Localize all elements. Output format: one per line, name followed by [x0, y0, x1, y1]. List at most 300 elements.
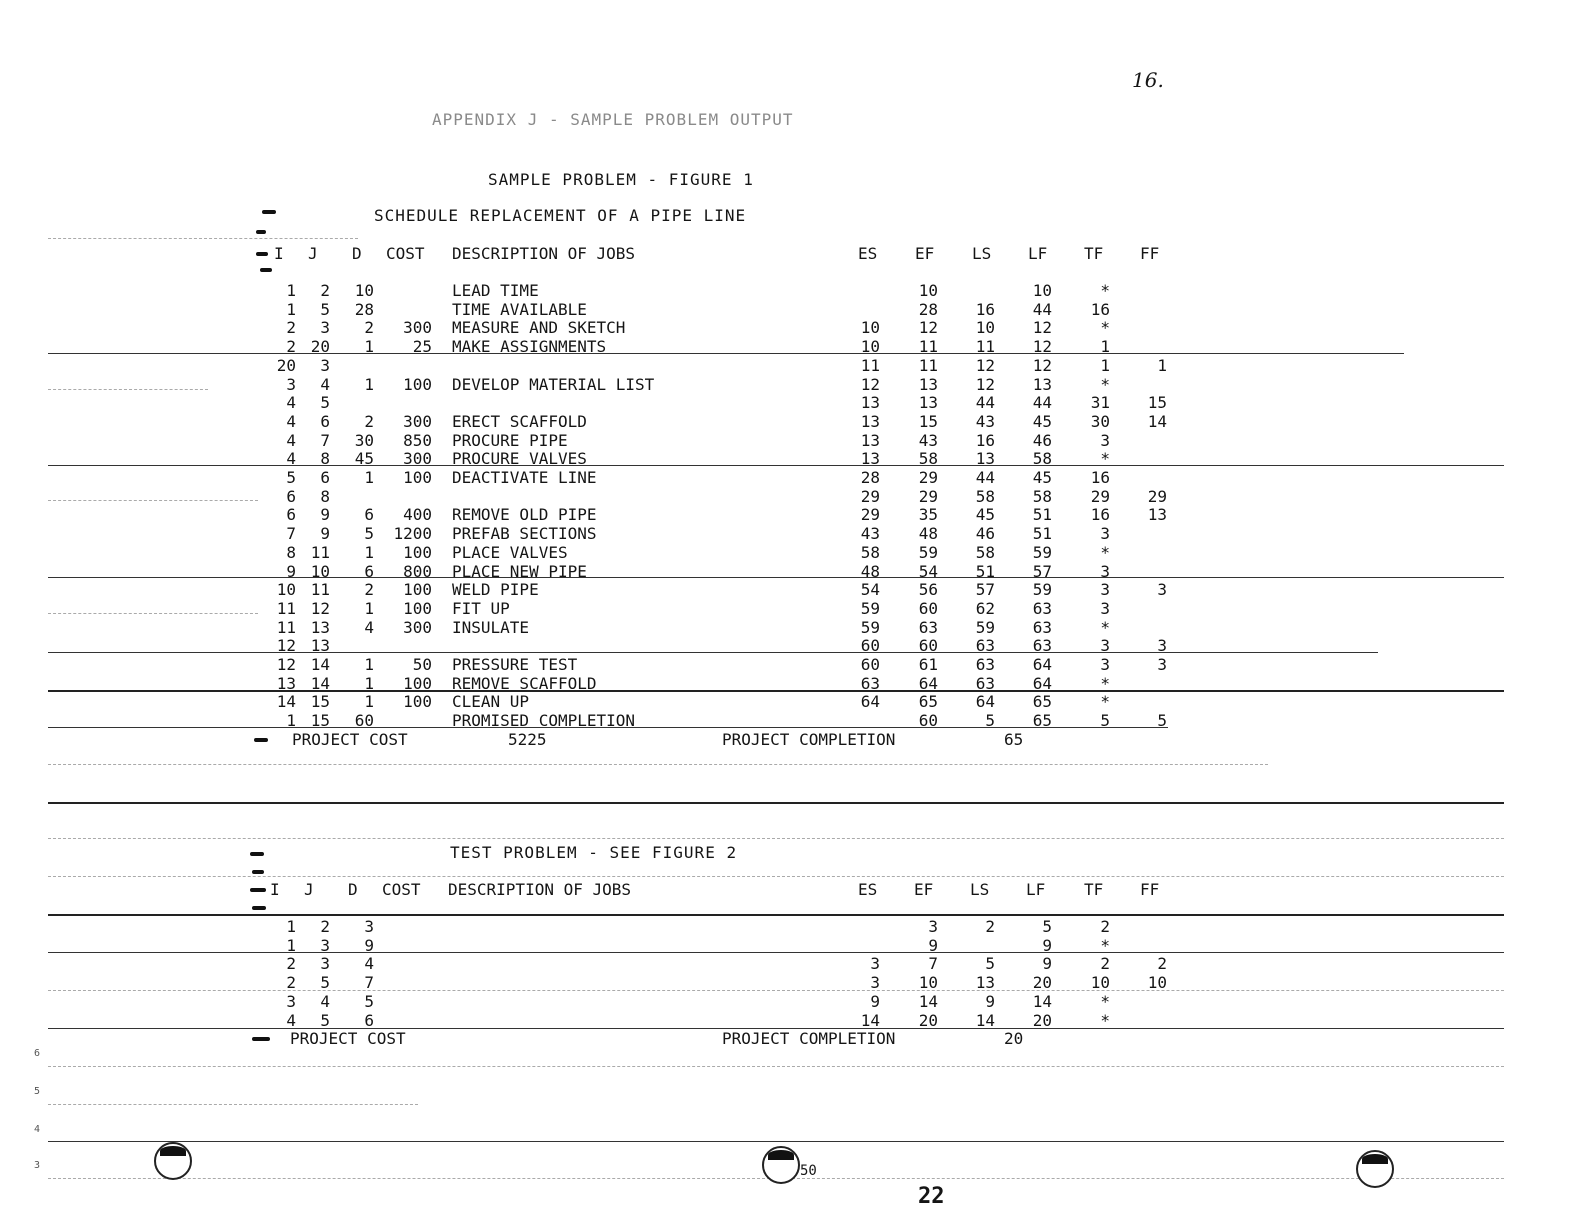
- cell-lf: 45: [1032, 468, 1052, 487]
- cell-ef: 13: [918, 393, 938, 413]
- cell-cost: 300: [403, 411, 432, 431]
- cell-tf: *: [1100, 1010, 1110, 1030]
- cell-tf: 3: [1100, 524, 1110, 544]
- cell-lf: 57: [1032, 561, 1052, 581]
- cell-ls: 43: [975, 411, 995, 431]
- punch-hole: [1356, 1150, 1394, 1188]
- header-d: D: [352, 244, 362, 263]
- cell-ff: 3: [1157, 655, 1167, 674]
- cell-lf: 12: [1032, 355, 1052, 375]
- cell-cost: 100: [403, 468, 432, 487]
- cell-ef: 13: [918, 374, 938, 394]
- cell-i: 4: [286, 1010, 296, 1030]
- test-problem-title: TEST PROBLEM - SEE FIGURE 2: [450, 843, 738, 862]
- cell-desc: PROCURE PIPE: [452, 430, 568, 450]
- cell-i: 1: [286, 711, 296, 731]
- table-row: [0, 638, 1584, 656]
- cell-ls: 44: [975, 468, 995, 487]
- cell-cost: 100: [403, 673, 432, 693]
- cell-i: 9: [286, 561, 296, 581]
- cell-j: 11: [310, 542, 330, 562]
- cell-desc: MEASURE AND SKETCH: [452, 318, 626, 338]
- cell-desc: PROCURE VALVES: [452, 449, 587, 469]
- cell-tf: 29: [1090, 486, 1110, 506]
- ruled-line: [48, 952, 1504, 953]
- cell-cost: 25: [412, 337, 432, 357]
- cell-d: 1: [364, 374, 374, 394]
- cell-desc: REMOVE OLD PIPE: [452, 505, 597, 525]
- cell-ef: 28: [918, 299, 938, 319]
- cell-d: 1: [364, 468, 374, 487]
- cell-lf: 63: [1032, 636, 1052, 656]
- cell-lf: 12: [1032, 318, 1052, 338]
- cell-i: 10: [276, 580, 296, 600]
- header-i: I: [274, 244, 284, 263]
- tab-mark: [262, 210, 276, 214]
- cell-ls: 63: [975, 636, 995, 656]
- cell-lf: 51: [1032, 505, 1052, 525]
- cell-j: 3: [320, 355, 330, 375]
- sample-footer: [0, 732, 1584, 750]
- header-es: ES: [858, 880, 878, 899]
- ruled-line: [48, 465, 1504, 466]
- cell-tf: 1: [1100, 337, 1110, 357]
- cell-tf: 3: [1100, 636, 1110, 656]
- cell-cost: 400: [403, 505, 432, 525]
- cell-ls: 10: [975, 318, 995, 338]
- table-row: [0, 411, 1584, 432]
- header-lf: LF: [1028, 244, 1048, 263]
- cell-tf: *: [1100, 991, 1110, 1011]
- cell-ls: 64: [975, 692, 995, 712]
- cell-tf: *: [1100, 281, 1110, 300]
- cell-ff: 14: [1147, 411, 1167, 431]
- cell-ff: 3: [1157, 636, 1167, 656]
- cell-tf: 10: [1090, 973, 1110, 993]
- cell-lf: 44: [1032, 393, 1052, 413]
- cell-cost: 300: [403, 617, 432, 637]
- project-completion-label: PROJECT COMPLETION: [722, 730, 896, 749]
- cell-d: 4: [364, 617, 374, 637]
- cell-lf: 13: [1032, 374, 1052, 394]
- cell-es: 12: [860, 374, 880, 394]
- cell-j: 15: [310, 692, 330, 712]
- cell-i: 1: [286, 281, 296, 300]
- cell-lf: 65: [1032, 692, 1052, 712]
- cell-tf: 3: [1100, 580, 1110, 600]
- ruled-line: [48, 990, 1504, 991]
- cell-es: 14: [860, 1010, 880, 1030]
- cell-es: 10: [860, 318, 880, 338]
- cell-ef: 63: [918, 617, 938, 637]
- cell-lf: 20: [1032, 1010, 1052, 1030]
- cell-j: 2: [320, 281, 330, 300]
- cell-ls: 12: [975, 374, 995, 394]
- cell-ef: 64: [918, 673, 938, 693]
- cell-j: 5: [320, 299, 330, 319]
- cell-j: 2: [320, 917, 330, 936]
- cell-ff: 15: [1147, 393, 1167, 413]
- cell-tf: 2: [1100, 954, 1110, 974]
- cell-j: 12: [310, 598, 330, 618]
- sample-column-headers: [0, 246, 1584, 264]
- cell-i: 1: [286, 299, 296, 319]
- cell-es: 60: [860, 655, 880, 674]
- cell-j: 7: [320, 430, 330, 450]
- table-row: [0, 713, 1584, 731]
- header-es: ES: [858, 244, 878, 263]
- cell-tf: 16: [1090, 505, 1110, 525]
- header-ff: FF: [1140, 244, 1160, 263]
- header-cost: COST: [382, 880, 421, 899]
- ruled-line: [48, 500, 258, 501]
- ruled-line: [48, 1066, 1504, 1067]
- cell-tf: 2: [1100, 917, 1110, 936]
- cell-ef: 29: [918, 486, 938, 506]
- cell-cost: 100: [403, 692, 432, 712]
- cell-es: 58: [860, 542, 880, 562]
- cell-j: 13: [310, 636, 330, 656]
- cell-i: 3: [286, 991, 296, 1011]
- cell-ef: 60: [918, 598, 938, 618]
- cell-ef: 65: [918, 692, 938, 712]
- cell-ls: 62: [975, 598, 995, 618]
- cell-d: 6: [364, 1010, 374, 1030]
- sample-problem-subtitle: SCHEDULE REPLACEMENT OF A PIPE LINE: [374, 206, 747, 225]
- cell-d: 1: [364, 542, 374, 562]
- cell-i: 11: [276, 598, 296, 618]
- cell-ls: 58: [975, 542, 995, 562]
- cell-ls: 44: [975, 393, 995, 413]
- cell-i: 6: [286, 486, 296, 506]
- header-description: DESCRIPTION OF JOBS: [452, 244, 636, 263]
- cell-lf: 59: [1032, 580, 1052, 600]
- cell-d: 45: [354, 449, 374, 469]
- cell-j: 4: [320, 374, 330, 394]
- tab-mark: [250, 888, 266, 892]
- table-row: [0, 430, 1584, 451]
- cell-desc: PREFAB SECTIONS: [452, 524, 597, 544]
- punch-hole: [762, 1146, 800, 1184]
- cell-cost: 300: [403, 318, 432, 338]
- tab-mark: [260, 268, 272, 272]
- cell-d: 1: [364, 337, 374, 357]
- cell-ff: 29: [1147, 486, 1167, 506]
- cell-i: 3: [286, 374, 296, 394]
- cell-d: 6: [364, 561, 374, 581]
- cell-j: 5: [320, 973, 330, 993]
- cell-j: 5: [320, 1010, 330, 1030]
- cell-i: 11: [276, 617, 296, 637]
- cell-ff: 3: [1157, 580, 1167, 600]
- cell-lf: 44: [1032, 299, 1052, 319]
- cell-tf: 30: [1090, 411, 1110, 431]
- cell-tf: *: [1100, 542, 1110, 562]
- cell-j: 3: [320, 935, 330, 955]
- cell-tf: 3: [1100, 655, 1110, 674]
- cell-lf: 20: [1032, 973, 1052, 993]
- cell-j: 9: [320, 505, 330, 525]
- table-row: [0, 470, 1584, 488]
- cell-ff: 2: [1157, 954, 1167, 974]
- cell-tf: *: [1100, 374, 1110, 394]
- tab-mark: [256, 230, 266, 234]
- tab-mark: [250, 852, 264, 856]
- header-cost: COST: [386, 244, 425, 263]
- cell-ef: 10: [918, 973, 938, 993]
- table-row: [0, 617, 1584, 638]
- cell-d: 6: [364, 505, 374, 525]
- cell-es: 63: [860, 673, 880, 693]
- cell-ls: 59: [975, 617, 995, 637]
- cell-j: 5: [320, 393, 330, 413]
- cell-ef: 10: [918, 281, 938, 300]
- cell-ff: 5: [1157, 711, 1167, 731]
- table-row: [0, 919, 1584, 937]
- cell-tf: 3: [1100, 598, 1110, 618]
- cell-lf: 5: [1042, 917, 1052, 936]
- cell-lf: 51: [1032, 524, 1052, 544]
- cell-tf: 1: [1100, 355, 1110, 375]
- cell-cost: 800: [403, 561, 432, 581]
- cell-ls: 5: [985, 954, 995, 974]
- cell-ef: 60: [918, 711, 938, 731]
- cell-desc: CLEAN UP: [452, 692, 530, 712]
- cell-es: 9: [870, 991, 880, 1011]
- cell-cost: 100: [403, 374, 432, 394]
- ruled-line: [48, 389, 208, 390]
- cell-d: 1: [364, 655, 374, 674]
- margin-number: 5: [34, 1086, 41, 1097]
- cell-desc: ERECT SCAFFOLD: [452, 411, 587, 431]
- tab-mark: [254, 738, 268, 742]
- cell-ls: 45: [975, 505, 995, 525]
- punch-hole: [154, 1142, 192, 1180]
- ruled-line: [48, 1104, 418, 1105]
- cell-ls: 51: [975, 561, 995, 581]
- cell-es: 11: [860, 355, 880, 375]
- cell-i: 4: [286, 449, 296, 469]
- cell-es: 28: [860, 468, 880, 487]
- cell-lf: 45: [1032, 411, 1052, 431]
- cell-ef: 20: [918, 1010, 938, 1030]
- ruled-line: [48, 652, 1378, 653]
- table-row: [0, 657, 1584, 675]
- cell-ef: 14: [918, 991, 938, 1011]
- cell-ff: 10: [1147, 973, 1167, 993]
- cell-desc: FIT UP: [452, 598, 510, 618]
- header-ls: LS: [970, 880, 990, 899]
- cell-i: 1: [286, 917, 296, 936]
- cell-desc: PLACE VALVES: [452, 542, 568, 562]
- cell-ls: 13: [975, 449, 995, 469]
- cell-cost: 100: [403, 542, 432, 562]
- cell-j: 9: [320, 524, 330, 544]
- cell-d: 10: [354, 281, 374, 300]
- cell-i: 4: [286, 411, 296, 431]
- cell-es: 10: [860, 337, 880, 357]
- cell-desc: DEACTIVATE LINE: [452, 468, 597, 487]
- cell-tf: *: [1100, 449, 1110, 469]
- cell-tf: 31: [1090, 393, 1110, 413]
- cell-ef: 3: [928, 917, 938, 936]
- cell-i: 7: [286, 524, 296, 544]
- cell-ef: 12: [918, 318, 938, 338]
- cell-j: 14: [310, 673, 330, 693]
- cell-i: 12: [276, 655, 296, 674]
- cell-ef: 11: [918, 355, 938, 375]
- cell-i: 6: [286, 505, 296, 525]
- cell-lf: 58: [1032, 486, 1052, 506]
- table-row: [0, 561, 1584, 582]
- cell-ef: 61: [918, 655, 938, 674]
- cell-ls: 16: [975, 430, 995, 450]
- header-ff: FF: [1140, 880, 1160, 899]
- cell-es: 64: [860, 692, 880, 712]
- cell-d: 2: [364, 411, 374, 431]
- cell-es: 13: [860, 411, 880, 431]
- cell-ls: 11: [975, 337, 995, 357]
- cell-ls: 12: [975, 355, 995, 375]
- cell-tf: *: [1100, 692, 1110, 712]
- cell-ls: 58: [975, 486, 995, 506]
- cell-es: 43: [860, 524, 880, 544]
- cell-j: 3: [320, 318, 330, 338]
- cell-j: 6: [320, 411, 330, 431]
- footer-page-number: 22: [918, 1184, 945, 1209]
- cell-desc: REMOVE SCAFFOLD: [452, 673, 597, 693]
- cell-ff: 13: [1147, 505, 1167, 525]
- cell-d: 28: [354, 299, 374, 319]
- header-j: J: [308, 244, 318, 263]
- table-row: [0, 542, 1584, 563]
- cell-es: 54: [860, 580, 880, 600]
- cell-ef: 48: [918, 524, 938, 544]
- cell-lf: 65: [1032, 711, 1052, 731]
- cell-desc: PRESSURE TEST: [452, 655, 578, 674]
- cell-i: 8: [286, 542, 296, 562]
- cell-es: 59: [860, 598, 880, 618]
- header-j: J: [304, 880, 314, 899]
- project-cost-value: 5225: [508, 730, 547, 749]
- cell-i: 13: [276, 673, 296, 693]
- appendix-heading: APPENDIX J - SAMPLE PROBLEM OUTPUT: [432, 110, 794, 129]
- ruled-line: [48, 238, 358, 239]
- ruled-line: [48, 577, 1504, 578]
- project-completion-value: 65: [1004, 730, 1024, 749]
- cell-ls: 57: [975, 580, 995, 600]
- table-row: [0, 694, 1584, 712]
- cell-cost: 300: [403, 449, 432, 469]
- cell-ef: 7: [928, 954, 938, 974]
- cell-es: 60: [860, 636, 880, 656]
- cell-j: 6: [320, 468, 330, 487]
- cell-lf: 63: [1032, 598, 1052, 618]
- cell-tf: 3: [1100, 561, 1110, 581]
- cell-i: 4: [286, 430, 296, 450]
- ruled-line: [48, 353, 1404, 354]
- cell-d: 30: [354, 430, 374, 450]
- cell-d: 3: [364, 917, 374, 936]
- cell-desc: TIME AVAILABLE: [452, 299, 587, 319]
- header-lf: LF: [1026, 880, 1046, 899]
- ruled-line: [48, 764, 1268, 765]
- cell-tf: 16: [1090, 299, 1110, 319]
- tab-mark: [252, 906, 266, 910]
- project-completion-label: PROJECT COMPLETION: [722, 1029, 896, 1048]
- tab-mark: [252, 1037, 270, 1041]
- test-column-headers: [0, 882, 1584, 900]
- cell-i: 14: [276, 692, 296, 712]
- ruled-line: [48, 1141, 1504, 1142]
- cell-i: 2: [286, 318, 296, 338]
- header-description: DESCRIPTION OF JOBS: [448, 880, 632, 899]
- cell-es: 13: [860, 430, 880, 450]
- margin-number: 4: [34, 1124, 41, 1135]
- cell-lf: 10: [1032, 281, 1052, 300]
- cell-j: 13: [310, 617, 330, 637]
- cell-lf: 64: [1032, 673, 1052, 693]
- header-ef: EF: [914, 880, 934, 899]
- cell-ef: 43: [918, 430, 938, 450]
- cell-j: 11: [310, 580, 330, 600]
- cell-es: 3: [870, 973, 880, 993]
- cell-ef: 29: [918, 468, 938, 487]
- header-i: I: [270, 880, 280, 899]
- cell-ls: 63: [975, 655, 995, 674]
- hole-label: 50: [800, 1163, 817, 1179]
- ruled-line: [48, 613, 258, 614]
- margin-number: 6: [34, 1048, 41, 1059]
- cell-es: 3: [870, 954, 880, 974]
- cell-tf: *: [1100, 673, 1110, 693]
- tab-mark: [256, 252, 268, 256]
- cell-tf: *: [1100, 318, 1110, 338]
- cell-ff: 1: [1157, 355, 1167, 375]
- cell-es: 13: [860, 393, 880, 413]
- table-row: [0, 526, 1584, 544]
- cell-es: 29: [860, 505, 880, 525]
- cell-desc: INSULATE: [452, 617, 530, 637]
- cell-desc: WELD PIPE: [452, 580, 539, 600]
- cell-i: 2: [286, 973, 296, 993]
- cell-d: 5: [364, 991, 374, 1011]
- cell-desc: PROMISED COMPLETION: [452, 711, 636, 731]
- cell-cost: 850: [403, 430, 432, 450]
- cell-tf: *: [1100, 935, 1110, 955]
- header-d: D: [348, 880, 358, 899]
- cell-ef: 54: [918, 561, 938, 581]
- cell-lf: 14: [1032, 991, 1052, 1011]
- cell-lf: 12: [1032, 337, 1052, 357]
- table-row: [0, 956, 1584, 974]
- project-completion-value: 20: [1004, 1029, 1024, 1048]
- table-row: [0, 374, 1584, 395]
- cell-d: 2: [364, 580, 374, 600]
- cell-lf: 64: [1032, 655, 1052, 674]
- ruled-line: [48, 690, 1504, 692]
- cell-lf: 58: [1032, 449, 1052, 469]
- cell-d: 7: [364, 973, 374, 993]
- cell-tf: 5: [1100, 711, 1110, 731]
- handwritten-page-number: 16.: [1132, 68, 1164, 92]
- cell-i: 2: [286, 954, 296, 974]
- cell-es: 29: [860, 486, 880, 506]
- project-cost-label: PROJECT COST: [290, 1029, 406, 1048]
- cell-ls: 14: [975, 1010, 995, 1030]
- cell-ef: 56: [918, 580, 938, 600]
- cell-ef: 15: [918, 411, 938, 431]
